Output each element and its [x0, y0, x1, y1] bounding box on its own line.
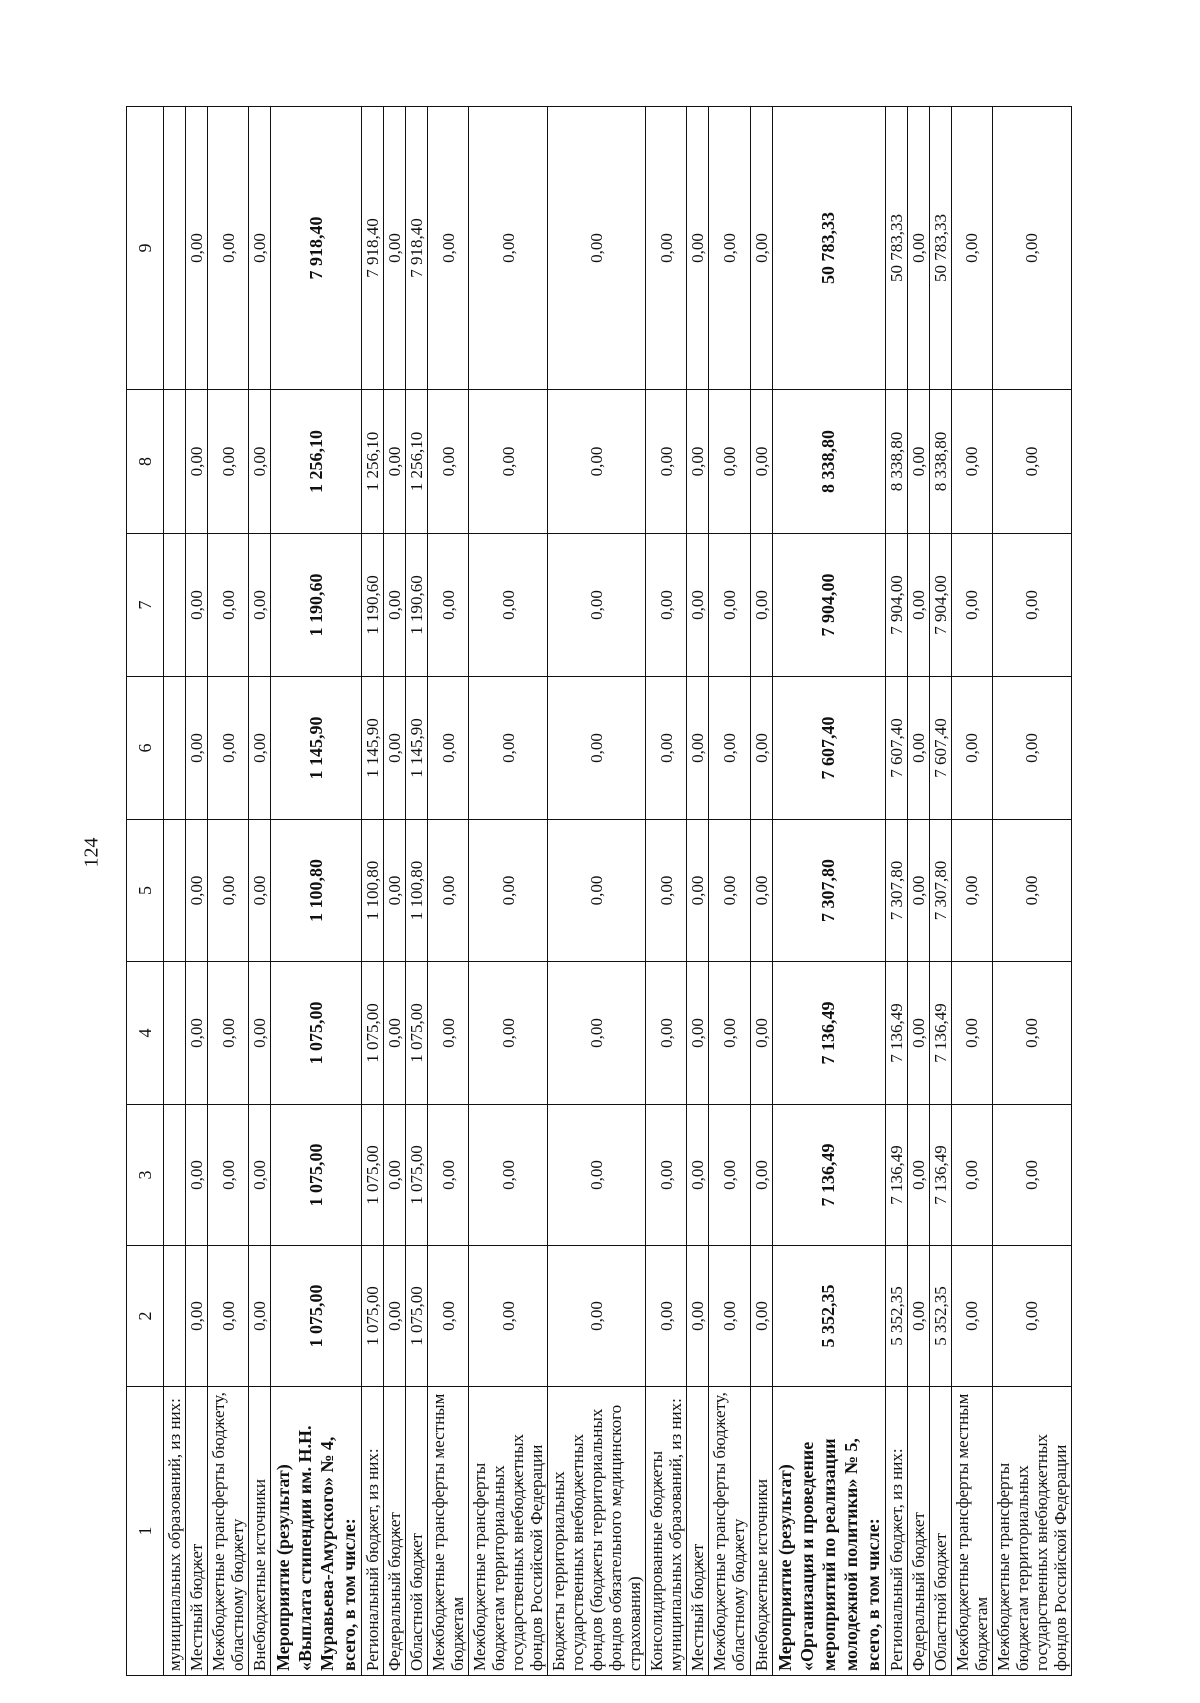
value-cell: 1 190,60 [406, 534, 428, 677]
value-cell: 0,00 [907, 677, 929, 820]
value-cell: 0,00 [469, 1105, 548, 1246]
value-cell: 0,00 [548, 962, 646, 1105]
value-cell: 0,00 [709, 534, 750, 677]
value-cell: 0,00 [384, 534, 406, 677]
value-cell: 0,00 [750, 962, 772, 1105]
row-label: Областной бюджет [406, 1387, 428, 1676]
value-cell: 0,00 [646, 1246, 687, 1387]
value-cell: 7 607,40 [929, 677, 951, 820]
row-label: Региональный бюджет, из них: [362, 1387, 384, 1676]
value-cell: 0,00 [428, 1105, 469, 1246]
value-cell: 0,00 [186, 534, 208, 677]
value-cell: 1 075,00 [362, 1105, 384, 1246]
table-row [907, 107, 929, 1676]
value-cell: 0,00 [428, 107, 469, 390]
row-label: Мероприятие (результат) «Выплата стипендии им. Н.Н. Муравьева-Амурского» № 4, всего, в том числе: [271, 1387, 362, 1676]
header-cell: 9 [127, 107, 164, 390]
value-cell: 0,00 [687, 820, 709, 962]
value-cell: 1 256,10 [271, 390, 362, 534]
value-cell: 0,00 [750, 534, 772, 677]
table-row [709, 107, 750, 1676]
value-cell: 0,00 [186, 107, 208, 390]
value-cell: 0,00 [548, 1105, 646, 1246]
value-cell: 1 075,00 [406, 962, 428, 1105]
value-cell: 0,00 [186, 962, 208, 1105]
value-cell: 8 338,80 [772, 390, 885, 534]
value-cell: 5 352,35 [929, 1246, 951, 1387]
table-row [992, 107, 1071, 1676]
value-cell: 0,00 [687, 962, 709, 1105]
value-cell: 0,00 [208, 1105, 249, 1246]
row-label: Мероприятие (результат) «Организация и проведение мероприятий по реализации молодежной политики» № 5, всего, в том числе: [772, 1387, 885, 1676]
value-cell: 0,00 [249, 1246, 271, 1387]
value-cell: 0,00 [384, 962, 406, 1105]
value-cell: 0,00 [907, 820, 929, 962]
row-label: Межбюджетные трансферты местным бюджетам [951, 1387, 992, 1676]
row-label: Межбюджетные трансферты бюджету, областному бюджету [208, 1387, 249, 1676]
row-label: Межбюджетные трансферты бюджетам территориальных государственных внебюджетных фондов Российской Федерации [992, 1387, 1071, 1676]
value-cell: 0,00 [428, 962, 469, 1105]
value-cell: 0,00 [428, 390, 469, 534]
value-cell: 0,00 [428, 534, 469, 677]
value-cell: 0,00 [249, 534, 271, 677]
value-cell [164, 820, 186, 962]
row-label: Внебюджетные источники [750, 1387, 772, 1676]
value-cell: 8 338,80 [929, 390, 951, 534]
value-cell: 0,00 [750, 677, 772, 820]
value-cell: 0,00 [992, 820, 1071, 962]
value-cell: 0,00 [709, 962, 750, 1105]
value-cell [164, 107, 186, 390]
table-row [249, 107, 271, 1676]
value-cell: 0,00 [249, 390, 271, 534]
value-cell: 0,00 [469, 534, 548, 677]
value-cell: 0,00 [951, 107, 992, 390]
table-row [885, 107, 907, 1676]
value-cell: 7 136,49 [772, 1105, 885, 1246]
row-label: Консолидированные бюджеты муниципальных образований, из них: [646, 1387, 687, 1676]
value-cell: 0,00 [646, 1105, 687, 1246]
value-cell: 0,00 [469, 820, 548, 962]
value-cell [164, 677, 186, 820]
value-cell: 0,00 [687, 1246, 709, 1387]
row-label: Федеральный бюджет [907, 1387, 929, 1676]
value-cell: 0,00 [709, 1105, 750, 1246]
value-cell: 0,00 [709, 820, 750, 962]
value-cell: 0,00 [384, 1105, 406, 1246]
value-cell: 0,00 [548, 534, 646, 677]
rotated-table-sheet [126, 107, 1072, 1676]
row-label: Внебюджетные источники [249, 1387, 271, 1676]
header-cell: 1 [127, 1387, 164, 1676]
row-label: муниципальных образований, из них: [164, 1387, 186, 1676]
header-cell: 8 [127, 390, 164, 534]
value-cell: 1 075,00 [362, 962, 384, 1105]
value-cell: 0,00 [687, 534, 709, 677]
value-cell: 1 190,60 [271, 534, 362, 677]
value-cell: 0,00 [951, 820, 992, 962]
table-row [428, 107, 469, 1676]
value-cell [164, 1105, 186, 1246]
value-cell: 7 136,49 [929, 1105, 951, 1246]
value-cell: 0,00 [208, 820, 249, 962]
table-row [772, 107, 885, 1676]
row-label: Местный бюджет [186, 1387, 208, 1676]
value-cell: 1 100,80 [362, 820, 384, 962]
value-cell: 0,00 [907, 534, 929, 677]
value-cell: 8 338,80 [885, 390, 907, 534]
value-cell: 0,00 [548, 820, 646, 962]
value-cell: 0,00 [384, 390, 406, 534]
value-cell: 1 100,80 [406, 820, 428, 962]
value-cell: 1 075,00 [406, 1246, 428, 1387]
value-cell: 0,00 [646, 390, 687, 534]
value-cell: 5 352,35 [885, 1246, 907, 1387]
value-cell: 0,00 [428, 1246, 469, 1387]
row-label: Федеральный бюджет [384, 1387, 406, 1676]
row-label: Бюджеты территориальных государственных внебюджетных фондов (бюджеты территориальных фондов обязательного медицинского страхования) [548, 1387, 646, 1676]
header-row [127, 107, 164, 1676]
page-number: 124 [80, 837, 103, 868]
table-row [384, 107, 406, 1676]
value-cell: 0,00 [750, 1105, 772, 1246]
header-cell: 5 [127, 820, 164, 962]
table-body [164, 107, 1072, 1676]
value-cell: 0,00 [687, 107, 709, 390]
row-label: Межбюджетные трансферты бюджету, областному бюджету [709, 1387, 750, 1676]
value-cell: 0,00 [646, 677, 687, 820]
value-cell: 1 075,00 [271, 1246, 362, 1387]
value-cell: 0,00 [208, 962, 249, 1105]
value-cell: 0,00 [992, 107, 1071, 390]
value-cell: 0,00 [907, 1246, 929, 1387]
value-cell: 0,00 [646, 820, 687, 962]
value-cell: 0,00 [208, 107, 249, 390]
value-cell: 7 904,00 [772, 534, 885, 677]
budget-table [126, 106, 1072, 1676]
value-cell: 0,00 [384, 107, 406, 390]
value-cell: 0,00 [249, 677, 271, 820]
value-cell: 0,00 [384, 1246, 406, 1387]
value-cell: 7 904,00 [929, 534, 951, 677]
value-cell: 0,00 [687, 390, 709, 534]
value-cell: 1 256,10 [406, 390, 428, 534]
table-row [951, 107, 992, 1676]
value-cell: 0,00 [646, 107, 687, 390]
value-cell: 0,00 [709, 1246, 750, 1387]
header-cell: 7 [127, 534, 164, 677]
value-cell: 0,00 [548, 107, 646, 390]
value-cell: 0,00 [992, 677, 1071, 820]
value-cell [164, 962, 186, 1105]
value-cell: 0,00 [992, 390, 1071, 534]
table-row [208, 107, 249, 1676]
value-cell: 50 783,33 [929, 107, 951, 390]
value-cell: 0,00 [469, 962, 548, 1105]
value-cell: 0,00 [951, 677, 992, 820]
value-cell: 0,00 [951, 390, 992, 534]
table-row [929, 107, 951, 1676]
row-label: Областной бюджет [929, 1387, 951, 1676]
row-label: Межбюджетные трансферты местным бюджетам [428, 1387, 469, 1676]
table-row [469, 107, 548, 1676]
value-cell [164, 1246, 186, 1387]
value-cell: 0,00 [951, 962, 992, 1105]
row-label: Межбюджетные трансферты бюджетам территориальных государственных внебюджетных фондов Российской Федерации [469, 1387, 548, 1676]
value-cell: 0,00 [687, 1105, 709, 1246]
value-cell: 7 307,80 [772, 820, 885, 962]
value-cell: 0,00 [428, 820, 469, 962]
value-cell: 0,00 [384, 820, 406, 962]
value-cell: 7 904,00 [885, 534, 907, 677]
value-cell: 0,00 [186, 820, 208, 962]
value-cell: 50 783,33 [885, 107, 907, 390]
value-cell: 7 136,49 [929, 962, 951, 1105]
value-cell: 0,00 [750, 390, 772, 534]
value-cell: 0,00 [186, 390, 208, 534]
table-row [164, 107, 186, 1676]
value-cell: 0,00 [208, 534, 249, 677]
value-cell: 0,00 [646, 962, 687, 1105]
table-row [687, 107, 709, 1676]
value-cell: 0,00 [548, 1246, 646, 1387]
row-label: Региональный бюджет, из них: [885, 1387, 907, 1676]
value-cell: 0,00 [186, 677, 208, 820]
value-cell: 0,00 [249, 820, 271, 962]
value-cell: 0,00 [469, 107, 548, 390]
value-cell: 0,00 [992, 962, 1071, 1105]
value-cell: 0,00 [249, 962, 271, 1105]
table-row [186, 107, 208, 1676]
value-cell: 7 918,40 [362, 107, 384, 390]
value-cell: 0,00 [951, 534, 992, 677]
value-cell: 0,00 [750, 107, 772, 390]
value-cell: 7 918,40 [406, 107, 428, 390]
header-cell: 3 [127, 1105, 164, 1246]
value-cell: 0,00 [951, 1246, 992, 1387]
value-cell: 0,00 [249, 107, 271, 390]
value-cell: 0,00 [249, 1105, 271, 1246]
value-cell: 0,00 [208, 677, 249, 820]
value-cell: 0,00 [646, 534, 687, 677]
value-cell: 7 136,49 [772, 962, 885, 1105]
table-row [548, 107, 646, 1676]
value-cell: 0,00 [208, 390, 249, 534]
value-cell: 1 145,90 [406, 677, 428, 820]
value-cell: 0,00 [186, 1105, 208, 1246]
value-cell: 1 075,00 [271, 962, 362, 1105]
value-cell: 0,00 [548, 677, 646, 820]
table-row [750, 107, 772, 1676]
value-cell: 1 075,00 [271, 1105, 362, 1246]
value-cell: 1 100,80 [271, 820, 362, 962]
value-cell: 7 136,49 [885, 962, 907, 1105]
value-cell: 7 136,49 [885, 1105, 907, 1246]
header-cell: 4 [127, 962, 164, 1105]
value-cell: 50 783,33 [772, 107, 885, 390]
value-cell: 0,00 [469, 1246, 548, 1387]
value-cell: 0,00 [687, 677, 709, 820]
value-cell: 0,00 [384, 677, 406, 820]
value-cell: 1 190,60 [362, 534, 384, 677]
value-cell: 0,00 [992, 534, 1071, 677]
value-cell: 5 352,35 [772, 1246, 885, 1387]
value-cell: 0,00 [709, 677, 750, 820]
table-row [362, 107, 384, 1676]
value-cell: 7 607,40 [885, 677, 907, 820]
value-cell: 1 075,00 [406, 1105, 428, 1246]
value-cell: 0,00 [428, 677, 469, 820]
value-cell: 0,00 [951, 1105, 992, 1246]
value-cell: 7 607,40 [772, 677, 885, 820]
value-cell: 1 075,00 [362, 1246, 384, 1387]
value-cell: 0,00 [709, 107, 750, 390]
table-row [406, 107, 428, 1676]
value-cell: 0,00 [750, 820, 772, 962]
value-cell: 7 307,80 [885, 820, 907, 962]
row-label: Местный бюджет [687, 1387, 709, 1676]
header-cell: 6 [127, 677, 164, 820]
table-row [646, 107, 687, 1676]
value-cell: 0,00 [907, 107, 929, 390]
table-row [271, 107, 362, 1676]
value-cell: 1 256,10 [362, 390, 384, 534]
value-cell: 7 918,40 [271, 107, 362, 390]
value-cell: 0,00 [709, 390, 750, 534]
value-cell: 0,00 [469, 390, 548, 534]
value-cell [164, 390, 186, 534]
value-cell: 0,00 [907, 1105, 929, 1246]
header-cell: 2 [127, 1246, 164, 1387]
value-cell: 0,00 [469, 677, 548, 820]
value-cell: 0,00 [992, 1105, 1071, 1246]
value-cell [164, 534, 186, 677]
value-cell: 1 145,90 [362, 677, 384, 820]
value-cell: 1 145,90 [271, 677, 362, 820]
value-cell: 0,00 [548, 390, 646, 534]
value-cell: 0,00 [208, 1246, 249, 1387]
value-cell: 0,00 [992, 1246, 1071, 1387]
value-cell: 0,00 [907, 390, 929, 534]
value-cell: 0,00 [907, 962, 929, 1105]
value-cell: 7 307,80 [929, 820, 951, 962]
value-cell: 0,00 [750, 1246, 772, 1387]
value-cell: 0,00 [186, 1246, 208, 1387]
